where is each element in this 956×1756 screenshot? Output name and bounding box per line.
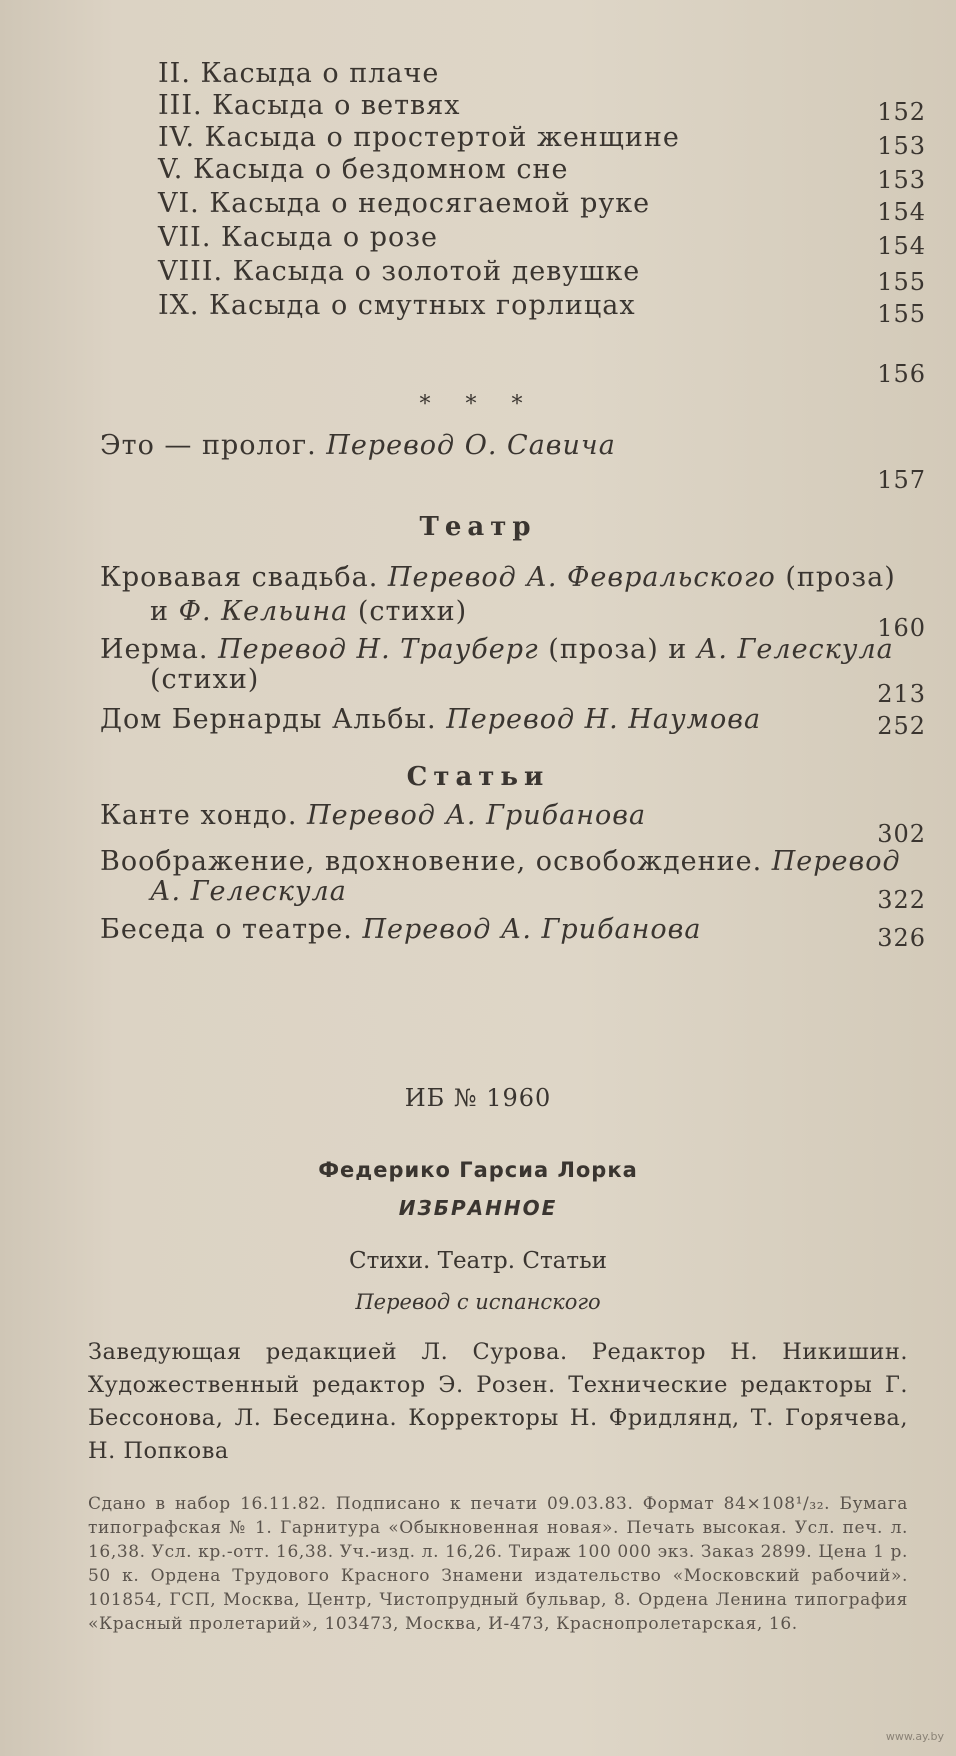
section-heading-articles: Статьи bbox=[406, 762, 550, 792]
toc-entry-translator: Ф. Кельина bbox=[178, 596, 349, 627]
toc-entry-note: (стихи) bbox=[150, 664, 260, 695]
toc-entry-page: 326 bbox=[877, 924, 926, 952]
toc-entry-continuation bbox=[0, 664, 956, 708]
toc-entry-title: IV. Касыда о простертой женщине bbox=[158, 122, 680, 153]
toc-entry-page: 156 bbox=[877, 360, 926, 388]
toc-entry-note: (проза) и bbox=[548, 634, 688, 665]
toc-entry-note: (стихи) bbox=[357, 596, 468, 627]
toc-entry-translator: Перевод А. Грибанова bbox=[307, 800, 647, 831]
print-details: Сдано в набор 16.11.82. Подписано к печати 09.03.83. Формат 84×108¹/₃₂. Бумага типографская № 1. Гарнитура «Обыкновенная новая». Печать высокая. Усл. печ. л. 16,38. Усл. кр.-отт. 16,38. Уч.-изд. л. 16,26. Тираж 100 000 экз. Заказ 2899. Цена 1 р. 50 к. Ордена Трудового Красного Знамени издательство «Московский рабочий». 101854, ГСП, Москва, Центр, Чистопрудный бульвар, 8. Ордена Ленина типография «Красный пролетарий», 103473, Москва, И-473, Краснопролетарская, 16. bbox=[88, 1494, 908, 1634]
toc-entry-page: 213 bbox=[877, 680, 926, 708]
toc-entry-conjunction: и bbox=[150, 596, 169, 627]
section-divider-stars: * * * bbox=[419, 392, 537, 417]
toc-entry-title: VII. Касыда о розе bbox=[158, 222, 438, 253]
toc-entry-translator: Перевод Н. Трауберг bbox=[218, 634, 539, 665]
toc-entry-page: 153 bbox=[877, 132, 926, 160]
toc-entry-title: Иерма. bbox=[100, 634, 209, 665]
toc-entry-note: (проза) bbox=[785, 562, 896, 593]
toc-entry-page: 160 bbox=[877, 614, 926, 642]
toc-entry-page: 302 bbox=[877, 820, 926, 848]
toc-entry-title: IX. Касыда о смутных горлицах bbox=[158, 290, 636, 321]
toc-entry-translator: Перевод Н. Наумова bbox=[446, 704, 762, 735]
section-heading-theatre: Театр bbox=[419, 512, 537, 542]
toc-entry-page: 153 bbox=[877, 166, 926, 194]
toc-entry-title: III. Касыда о ветвях bbox=[158, 90, 461, 121]
toc-entry bbox=[0, 914, 956, 954]
toc-entry-translator: А. Гелескула bbox=[696, 634, 894, 665]
translation-note: Перевод с испанского bbox=[355, 1290, 601, 1314]
toc-entry-title: Беседа о театре. bbox=[100, 914, 353, 945]
toc-entry-title: Канте хондо. bbox=[100, 800, 298, 831]
toc-entry-translator: Перевод bbox=[771, 846, 901, 877]
toc-entry-page: 154 bbox=[877, 198, 926, 226]
toc-entry-title: VI. Касыда о недосягаемой руке bbox=[158, 188, 651, 219]
toc-entry-translator: Перевод А. Грибанова bbox=[362, 914, 702, 945]
editorial-staff: Заведующая редакцией Л. Сурова. Редактор Н. Никишин. Художественный редактор Э. Розен. Технические редакторы Г. Бессонова, Л. Беседина. Корректоры Н. Фридлянд, Т. Горячева, Н. Попкова bbox=[88, 1339, 908, 1464]
toc-entry-title: VIII. Касыда о золотой девушке bbox=[158, 256, 641, 287]
ib-number: ИБ № 1960 bbox=[404, 1084, 552, 1112]
toc-entry-title: Кровавая свадьба. bbox=[100, 562, 379, 593]
toc-entry-translator: Перевод О. Савича bbox=[326, 430, 616, 461]
toc-entry-title: Воображение, вдохновение, освобождение. bbox=[100, 846, 763, 877]
author-name: Федерико Гарсиа Лорка bbox=[318, 1158, 638, 1182]
toc-entry-page: 155 bbox=[877, 268, 926, 296]
toc-entry-continuation bbox=[0, 876, 956, 916]
toc-entry bbox=[0, 290, 956, 330]
toc-entry-page: 157 bbox=[877, 466, 926, 494]
book-title: ИЗБРАННОЕ bbox=[398, 1196, 558, 1220]
toc-entry-page: 152 bbox=[877, 98, 926, 126]
toc-entry bbox=[0, 704, 956, 744]
toc-entry-page: 252 bbox=[877, 712, 926, 740]
toc-entry-title: II. Касыда о плаче bbox=[158, 58, 440, 89]
watermark: www.ay.by bbox=[885, 1730, 944, 1743]
toc-entry-translator: Перевод А. Февральского bbox=[387, 562, 776, 593]
toc-entry bbox=[0, 800, 956, 848]
book-subtitle: Стихи. Театр. Статьи bbox=[349, 1248, 607, 1274]
toc-entry-title: V. Касыда о бездомном сне bbox=[158, 154, 569, 185]
toc-entry-title: Это — пролог. bbox=[100, 430, 317, 461]
toc-entry-page: 322 bbox=[877, 886, 926, 914]
toc-entry-continuation bbox=[0, 596, 956, 642]
toc-entry-prologue bbox=[0, 430, 956, 494]
toc-entry-title: Дом Бернарды Альбы. bbox=[100, 704, 437, 735]
toc-entry-translator: А. Гелескула bbox=[150, 876, 347, 907]
toc-entry-page: 155 bbox=[877, 300, 926, 328]
toc-entry-page: 154 bbox=[877, 232, 926, 260]
